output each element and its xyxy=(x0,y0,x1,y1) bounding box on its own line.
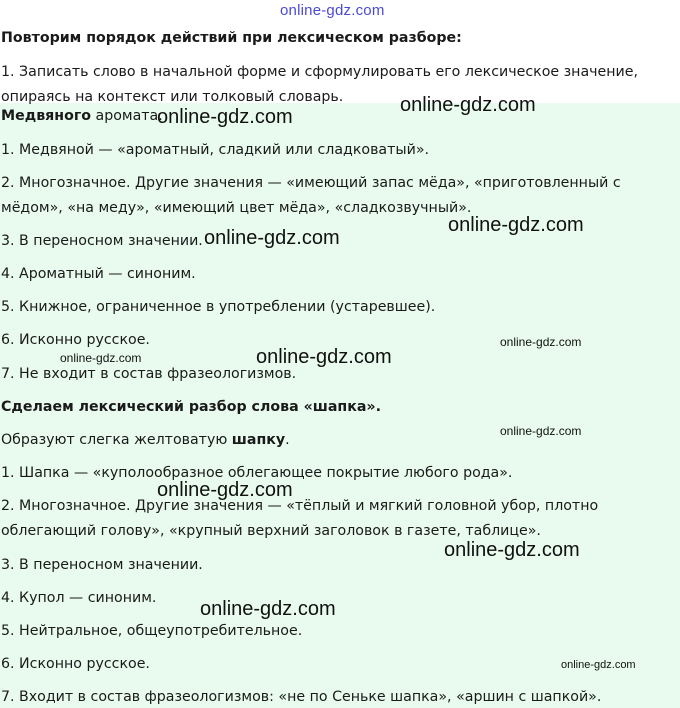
watermark: online-gdz.com xyxy=(204,227,340,249)
analysis-item: 6. Исконно русское. xyxy=(1,656,150,672)
analysis-item: 6. Исконно русское. xyxy=(1,332,150,348)
analysis-item: 3. В переносном значении. xyxy=(1,557,203,573)
watermark: online-gdz.com xyxy=(60,351,142,365)
analysis-item: 7. Входит в состав фразеологизмов: «не по Сеньке шапка», «аршин с шапкой». xyxy=(1,689,602,705)
watermark: online-gdz.com xyxy=(444,539,580,561)
watermark: online-gdz.com xyxy=(500,424,582,438)
analysis-item: облегающий голову», «крупный верхний заголовок в газете, таблице». xyxy=(1,523,541,539)
analysis-item: 2. Многозначное. Другие значения — «имеющий запас мёда», «приготовленный с xyxy=(1,175,621,191)
step-text: 1. Записать слово в начальной форме и сформулировать его лексическое значение, xyxy=(1,64,638,80)
analysis-item: 4. Ароматный — синоним. xyxy=(1,266,196,282)
analysis-item: мёдом», «на меду», «имеющий цвет мёда», «сладкозвучный». xyxy=(1,200,472,216)
watermark: online-gdz.com xyxy=(157,479,293,501)
analysis-item: 1. Шапка — «куполообразное облегающее покрытие любого рода». xyxy=(1,465,513,481)
section-heading: Сделаем лексический разбор слова «шапка». xyxy=(1,399,381,415)
watermark: online-gdz.com xyxy=(157,106,293,128)
sentence-rest: аромата. xyxy=(91,108,163,124)
analyzed-word: Медвяного xyxy=(1,108,91,124)
analysis-item: 5. Нейтральное, общеупотребительное. xyxy=(1,623,303,639)
analyzed-word: шапку xyxy=(231,432,286,448)
watermark: online-gdz.com xyxy=(500,335,582,349)
watermark: online-gdz.com xyxy=(200,598,336,620)
step-text: опираясь на контекст или толковый словарь. xyxy=(1,89,344,105)
watermark: online-gdz.com xyxy=(400,94,536,116)
watermark: online-gdz.com xyxy=(448,214,584,236)
analysis-item: 3. В переносном значении. xyxy=(1,233,203,249)
watermark: online-gdz.com xyxy=(256,346,392,368)
watermark: online-gdz.com xyxy=(561,659,636,671)
site-watermark-header: online-gdz.com xyxy=(280,2,385,19)
analysis-item: 7. Не входит в состав фразеологизмов. xyxy=(1,366,297,382)
analysis-item: 2. Многозначное. Другие значения — «тёплый и мягкий головной убор, плотно xyxy=(1,498,599,514)
example-sentence: Образуют слегка желтоватую шапку. xyxy=(1,432,290,448)
analysis-item: 4. Купол — синоним. xyxy=(1,590,157,606)
section-heading: Повторим порядок действий при лексическом разборе: xyxy=(1,30,462,46)
analysis-item: 5. Книжное, ограниченное в употреблении (устаревшее). xyxy=(1,299,436,315)
analysis-item: 1. Медвяной — «ароматный, сладкий или сладковатый». xyxy=(1,142,430,158)
example-sentence xyxy=(1,107,163,125)
